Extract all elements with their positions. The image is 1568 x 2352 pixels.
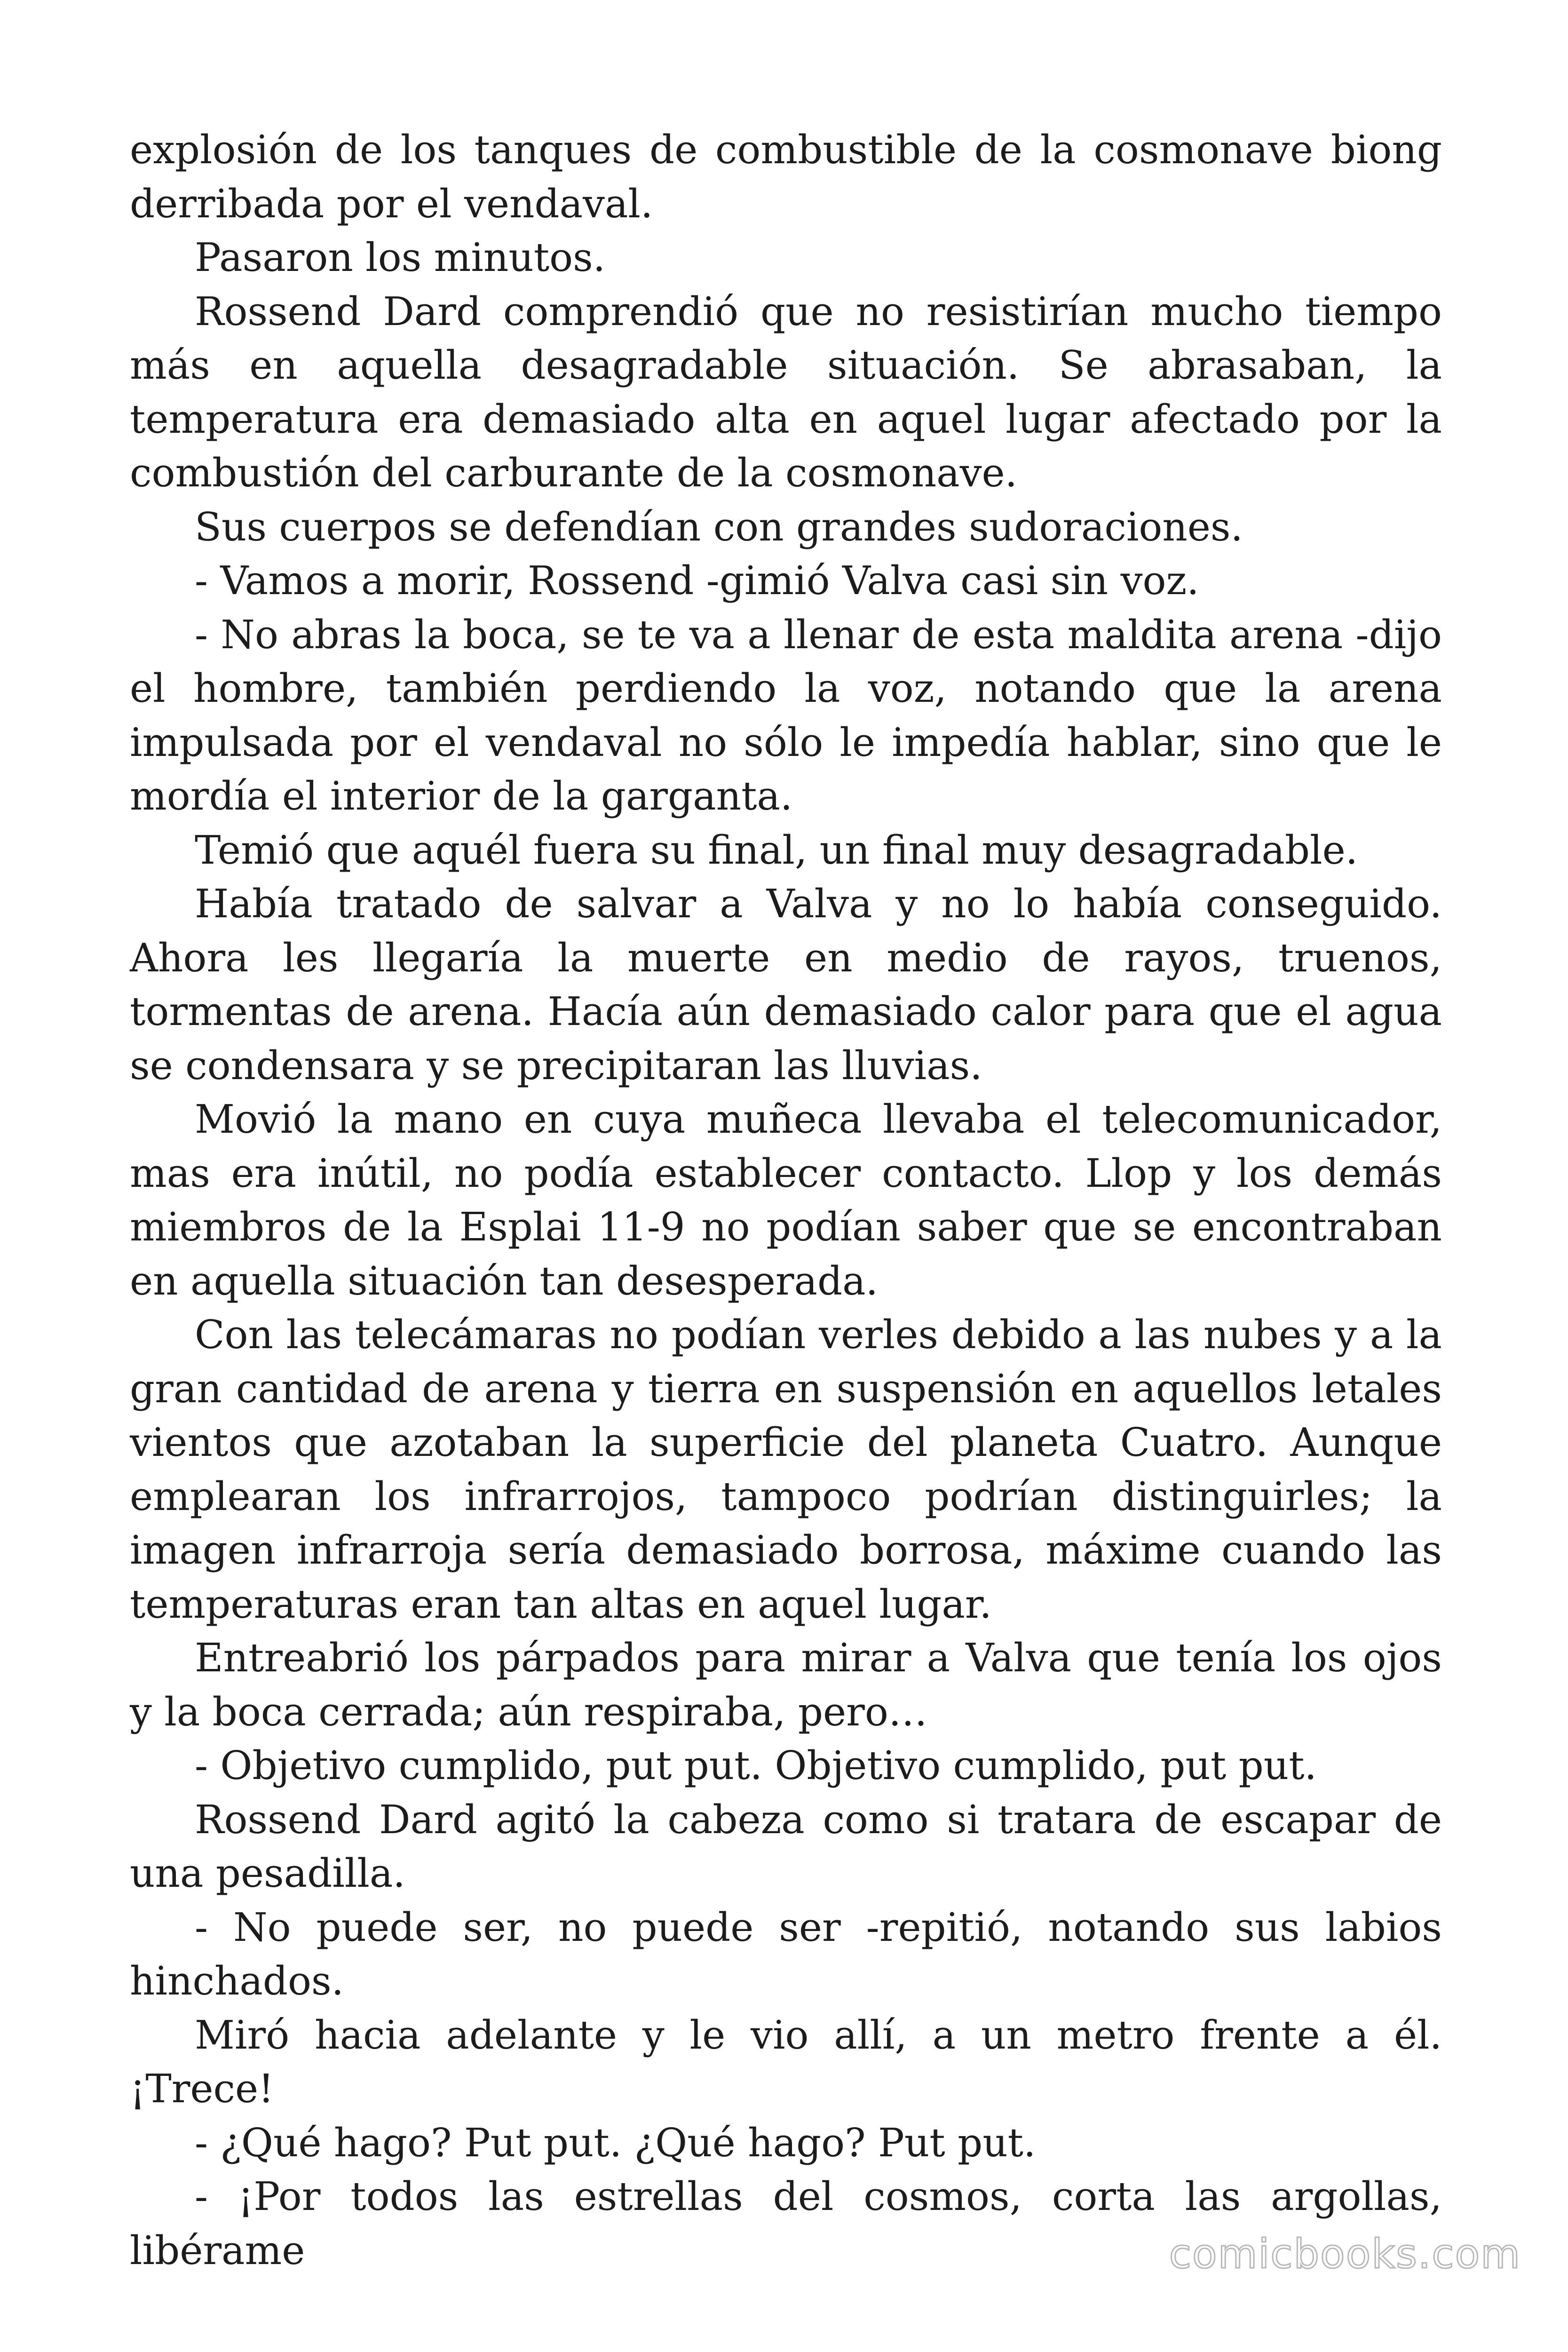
paragraph-14: - No puede ser, no puede ser -repitió, notando sus labios hinchados. bbox=[130, 1904, 1442, 2004]
paragraph-12: - Objetivo cumplido, put put. Objetivo cumplido, put put. bbox=[195, 1743, 1317, 1788]
paragraph-11: Entreabrió los párpados para mirar a Valva que tenía los ojos y la boca cerrada; aún respiraba, pero… bbox=[130, 1635, 1442, 1735]
paragraph-9: Movió la mano en cuya muñeca llevaba el telecomunicador, mas era inútil, no podía establecer contacto. Llop y los demás miembros de la Esplai 11-9 no podían saber que se encontraban en aquella situación tan desesperada. bbox=[130, 1097, 1442, 1304]
paragraph-13: Rossend Dard agitó la cabeza como si tratara de escapar de una pesadilla. bbox=[130, 1796, 1442, 1896]
paragraph-10: Con las telecámaras no podían verles debido a las nubes y a la gran cantidad de arena y tierra en suspensión en aquellos letales vientos que azotaban la superficie del planeta Cuatro. Aunque emplearan los infrarrojos, tampoco podrían distinguirles; la imagen infrarroja sería demasiado borrosa, máxime cuando las temperaturas eran tan altas en aquel lugar. bbox=[130, 1312, 1442, 1627]
paragraph-4: Sus cuerpos se defendían con grandes sudoraciones. bbox=[195, 504, 1243, 550]
paragraph-3: Rossend Dard comprendió que no resistirían mucho tiempo más en aquella desagradable situación. Se abrasaban, la temperatura era demasiado alta en aquel lugar afectado por la combustión del carburante de la cosmonave. bbox=[130, 288, 1442, 496]
body-text bbox=[130, 123, 1442, 2278]
paragraph-5: - Vamos a morir, Rossend -gimió Valva casi sin voz. bbox=[195, 558, 1199, 604]
paragraph-8: Había tratado de salvar a Valva y no lo había conseguido. Ahora les llegaría la muerte en medio de rayos, truenos, tormentas de arena. Hacía aún demasiado calor para que el agua se condensara y se precipitaran las lluvias. bbox=[130, 881, 1442, 1089]
paragraph-15: Miró hacia adelante y le vio allí, a un metro frente a él. ¡Trece! bbox=[130, 2012, 1442, 2112]
paragraph-1: explosión de los tanques de combustible de la cosmonave biong derribada por el vendaval. bbox=[130, 127, 1442, 227]
paragraph-16: - ¿Qué hago? Put put. ¿Qué hago? Put put. bbox=[195, 2120, 1036, 2166]
watermark: comicbooks.com bbox=[1169, 2231, 1521, 2278]
paragraph-2: Pasaron los minutos. bbox=[195, 235, 606, 280]
paragraph-6: - No abras la boca, se te va a llenar de esta maldita arena -dijo el hombre, también perdiendo la voz, notando que la arena impulsada por el vendaval no sólo le impedía hablar, sino que le mordía el interior de la garganta. bbox=[130, 612, 1442, 819]
paragraph-17: - ¡Por todos las estrellas del cosmos, corta las argollas, libérame bbox=[130, 2174, 1442, 2273]
paragraph-7: Temió que aquél fuera su final, un final muy desagradable. bbox=[195, 827, 1358, 873]
